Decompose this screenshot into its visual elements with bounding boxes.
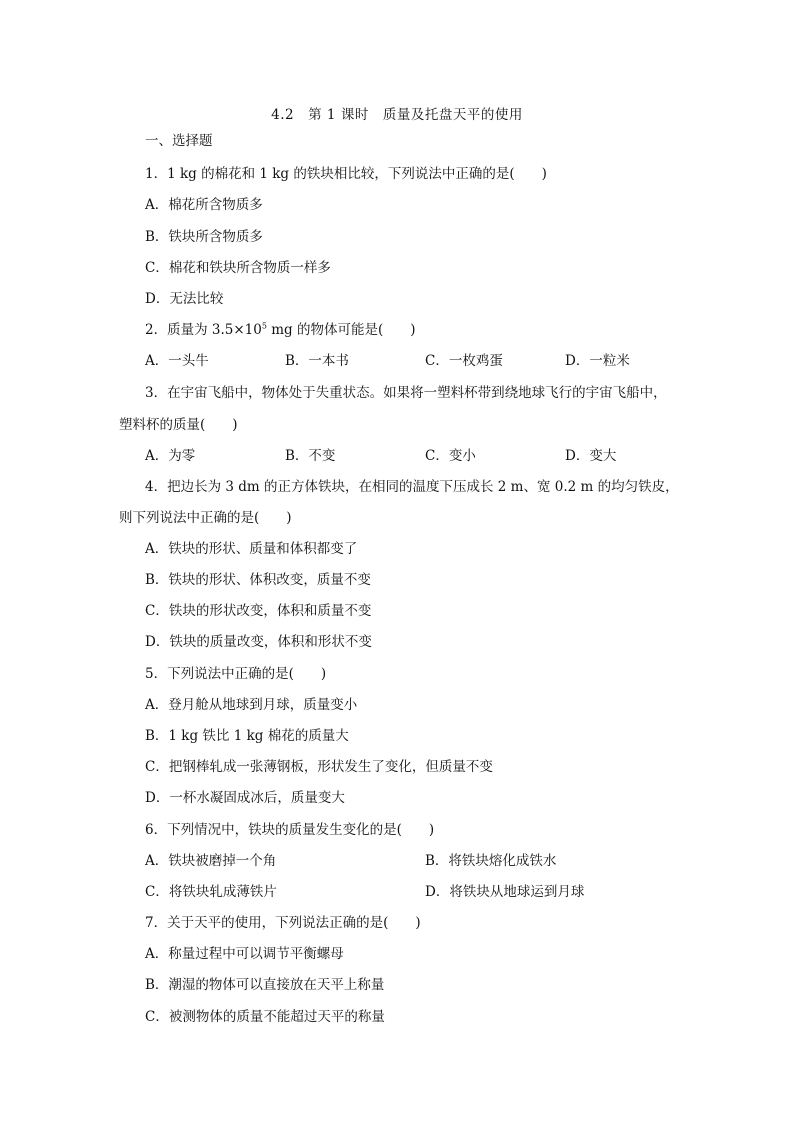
question-4-option-a: A．铁块的形状、质量和体积都变了	[145, 541, 358, 557]
question-1-option-d: D．无法比较	[145, 291, 224, 307]
question-6-option-d: D．将铁块从地球运到月球	[425, 884, 585, 900]
question-3-option-c: C．变小	[425, 448, 476, 464]
question-4-option-d: D．铁块的质量改变，体积和形状不变	[145, 634, 372, 650]
question-2-option-a: A．一头牛	[145, 353, 209, 369]
question-7-option-a: A．称量过程中可以调节平衡螺母	[145, 946, 344, 962]
question-5-option-c: C．把钢棒轧成一张薄钢板，形状发生了变化，但质量不变	[145, 759, 493, 775]
section-heading: 一、选择题	[145, 133, 213, 149]
question-3-stem-line-2: 塑料杯的质量( )	[119, 417, 238, 433]
question-7-option-c: C．被测物体的质量不能超过天平的称量	[145, 1009, 385, 1025]
question-5-option-b: B．1 kg 铁比 1 kg 棉花的质量大	[145, 728, 349, 744]
question-4-stem-line-2: 则下列说法中正确的是( )	[119, 510, 292, 526]
question-3-option-d: D．变大	[565, 448, 617, 464]
question-1-stem: 1．1 kg 的棉花和 1 kg 的铁块相比较，下列说法中正确的是( )	[145, 166, 547, 182]
question-2-stem	[145, 321, 416, 339]
question-2-stem-post: mg 的物体可能是( )	[266, 322, 416, 338]
question-2-stem-exponent: 5	[261, 321, 267, 331]
question-5-option-a: A．登月舱从地球到月球，质量变小	[145, 697, 358, 713]
question-3-stem-line-1: 3．在宇宙飞船中，物体处于失重状态。如果将一塑料杯带到绕地球飞行的宇宙飞船中，	[145, 385, 667, 401]
question-6-option-a: A．铁块被磨掉一个角	[145, 853, 277, 869]
question-6-stem: 6．下列情况中，铁块的质量发生变化的是( )	[145, 822, 435, 838]
question-4-option-c: C．铁块的形状改变，体积和质量不变	[145, 603, 372, 619]
question-1-option-b: B．铁块所含物质多	[145, 229, 263, 245]
question-3-option-a: A．为零	[145, 448, 196, 464]
question-6-option-b: B．将铁块熔化成铁水	[425, 853, 557, 869]
question-7-option-b: B．潮湿的物体可以直接放在天平上称量	[145, 977, 385, 993]
question-7-stem: 7．关于天平的使用，下列说法正确的是( )	[145, 915, 421, 931]
question-4-stem-line-1: 4．把边长为 3 dm 的正方体铁块，在相同的温度下压成长 2 m、宽 0.2 m 的均匀铁皮，	[145, 479, 679, 495]
question-3-option-b: B．不变	[285, 448, 336, 464]
question-4-option-b: B．铁块的形状、体积改变，质量不变	[145, 572, 371, 588]
page-title: 4.2 第 1 课时 质量及托盘天平的使用	[271, 107, 523, 123]
question-2-option-c: C．一枚鸡蛋	[425, 353, 503, 369]
question-2-option-b: B．一本书	[285, 353, 349, 369]
question-6-option-c: C．将铁块轧成薄铁片	[145, 884, 277, 900]
question-2-option-d: D．一粒米	[565, 353, 630, 369]
question-1-option-a: A．棉花所含物质多	[145, 197, 263, 213]
question-5-option-d: D．一杯水凝固成冰后，质量变大	[145, 790, 345, 806]
question-5-stem: 5．下列说法中正确的是( )	[145, 666, 327, 682]
question-1-option-c: C．棉花和铁块所含物质一样多	[145, 260, 331, 276]
question-2-stem-pre: 2．质量为 3.5×10	[145, 322, 262, 338]
